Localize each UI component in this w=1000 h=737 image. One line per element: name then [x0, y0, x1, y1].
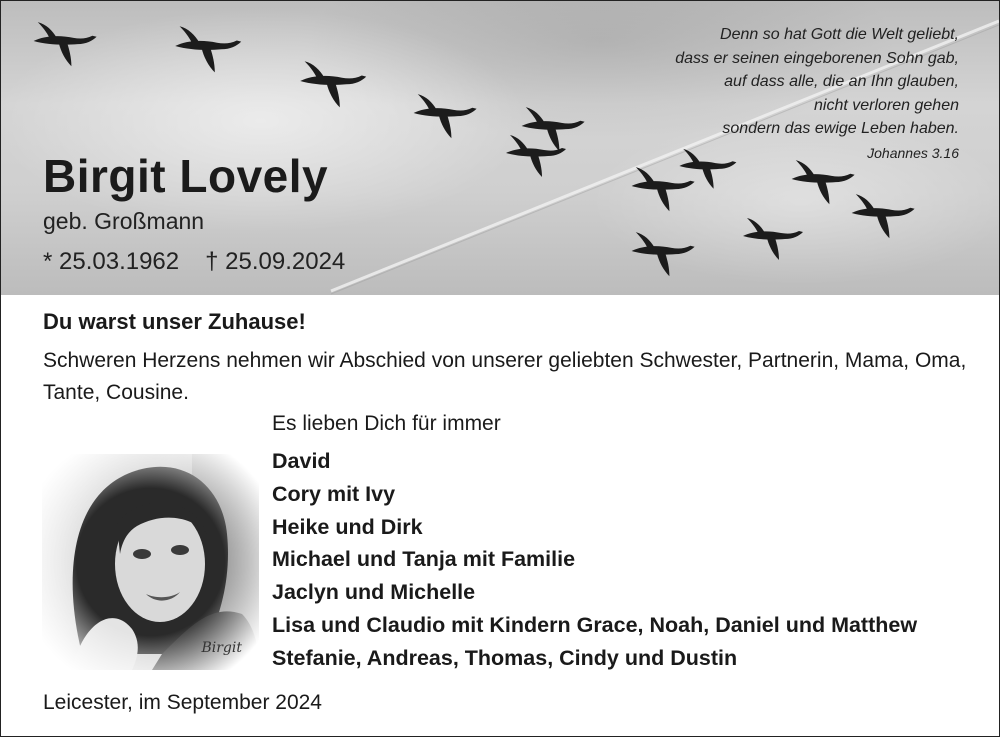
mourner-entry: Michael und Tanja mit Familie: [272, 547, 576, 572]
portrait-signature: Birgit: [201, 640, 242, 656]
mourner-entry: Jaclyn und Michelle: [272, 580, 476, 605]
deceased-name: Birgit Lovely: [43, 150, 329, 202]
mourners-list: [272, 445, 917, 675]
portrait-photo: [42, 454, 259, 670]
death-date: † 25.09.2024: [205, 248, 346, 275]
verse-line: sondern das ewige Leben haben.: [722, 120, 959, 137]
verse-line: Denn so hat Gott die Welt geliebt,: [720, 26, 959, 43]
verse-line: auf dass alle, die an Ihn glauben,: [724, 73, 959, 90]
mourners-intro: Es lieben Dich für immer: [272, 412, 501, 435]
headline: Du warst unser Zuhause!: [43, 309, 306, 334]
birth-date: * 25.03.1962: [43, 248, 180, 275]
place-and-date: Leicester, im September 2024: [43, 691, 322, 714]
mourner-entry: Lisa und Claudio mit Kindern Grace, Noah, Daniel und Matthew: [272, 612, 918, 637]
mourner-entry: Heike und Dirk: [272, 514, 423, 539]
farewell-message: Schweren Herzens nehmen wir Abschied von unserer geliebten Schwester, Partnerin, Mama, Oma, Tante, Cousine.: [43, 349, 967, 404]
bible-verse: [675, 23, 959, 141]
life-dates: [43, 248, 345, 276]
portrait-image: [42, 454, 259, 670]
maiden-name: geb. Großmann: [43, 208, 205, 234]
verse-line: dass er seinen eingeborenen Sohn gab,: [675, 49, 959, 67]
mourner-entry: Cory mit Ivy: [272, 481, 396, 506]
verse-reference: Johannes 3.16: [867, 145, 959, 161]
mourner-entry: Stefanie, Andreas, Thomas, Cindy und Dustin: [272, 645, 738, 670]
header-banner: [1, 1, 999, 295]
mourner-entry: David: [272, 449, 331, 473]
verse-line: nicht verloren gehen: [814, 96, 959, 114]
